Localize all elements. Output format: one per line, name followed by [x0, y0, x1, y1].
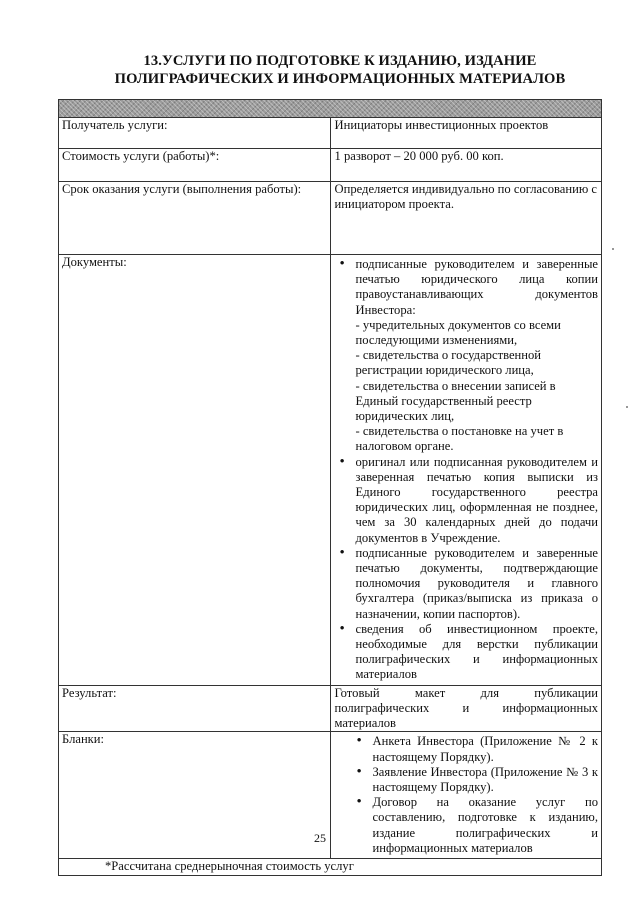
cost-label: Стоимость услуги (работы)*: — [59, 149, 331, 182]
form-item-3: Договор на оказание услуг по составлению, подготовке к изданию, издание полиграфических и информационных материалов — [372, 795, 598, 855]
table-row-recipient — [59, 118, 602, 149]
section-title-line-1: 13.УСЛУГИ ПО ПОДГОТОВКЕ К ИЗДАНИЮ, ИЗДАНИЕ — [143, 53, 537, 69]
form-item-1: Анкета Инвестора (Приложение № 2 к настоящему Порядку). — [372, 734, 598, 764]
cost-value: 1 разворот – 20 000 руб. 00 коп. — [330, 149, 602, 182]
header-band-cell — [59, 100, 602, 118]
documents-label: Документы: — [59, 255, 331, 686]
document-item-4: сведения об инвестиционном проекте, необходимые для верстки публикации полиграфических и информационных материалов — [355, 621, 598, 682]
document-item-3: подписанные руководителем и заверенные печатью документы, подтверждающие полномочия руководителя и главного бухгалтера (приказ/выписка из приказа о назначении, копии паспортов). — [355, 545, 598, 621]
list-item — [335, 455, 599, 546]
list-item — [335, 622, 599, 683]
list-item — [335, 257, 599, 455]
document-item-1: подписанные руководителем и заверенные печатью юридического лица копии правоустанавливающих документов Инвестора: — [355, 257, 598, 317]
list-item — [335, 734, 599, 764]
list-item — [335, 795, 599, 856]
document-sub-4: - свидетельства о постановке на учет в налоговом органе. — [355, 424, 564, 454]
documents-list — [335, 257, 599, 683]
document-sub-2: - свидетельства о государственной регистрации юридического лица, — [355, 348, 542, 378]
service-table — [58, 99, 602, 876]
document-item-2: оригинал или подписанная руководителем и заверенная печатью копия выписки из Единого государственного реестра юридических лиц, оформленная не позднее, чем за 30 календарных дней до подачи документов в Учреждение. — [355, 454, 598, 545]
table-header-band — [59, 100, 602, 118]
documents-value — [330, 255, 602, 686]
table-row-result — [59, 685, 602, 732]
list-item — [335, 546, 599, 622]
term-value: Определяется индивидуально по согласованию с инициатором проекта. — [330, 182, 602, 255]
table-row-documents — [59, 255, 602, 686]
document-sub-3: - свидетельства о внесении записей в Единый государственный реестр юридических лиц, — [355, 378, 556, 424]
table-row-footnote — [59, 858, 602, 875]
section-title-line-2: ПОЛИГРАФИЧЕСКИХ И ИНФОРМАЦИОННЫХ МАТЕРИАЛОВ — [114, 71, 566, 87]
recipient-value: Инициаторы инвестиционных проектов — [330, 118, 602, 149]
recipient-label: Получатель услуги: — [59, 118, 331, 149]
term-label: Срок оказания услуги (выполнения работы): — [59, 182, 331, 255]
result-label: Результат: — [59, 685, 331, 732]
forms-label: Бланки: — [59, 732, 331, 859]
scan-speck — [626, 406, 628, 408]
section-title — [60, 52, 620, 88]
list-item — [335, 765, 599, 795]
result-value: Готовый макет для публикации полиграфических и информационных материалов — [330, 685, 602, 732]
scan-speck — [612, 248, 614, 250]
footnote: *Рассчитана среднерыночная стоимость услуг — [59, 858, 602, 875]
table-row-term — [59, 182, 602, 255]
table-row-cost — [59, 149, 602, 182]
form-item-2: Заявление Инвестора (Приложение № 3 к настоящему Порядку). — [372, 764, 598, 794]
document-sub-1: - учредительных документов со всеми последующими изменениями, — [355, 317, 561, 348]
page-number: 25 — [314, 831, 326, 845]
